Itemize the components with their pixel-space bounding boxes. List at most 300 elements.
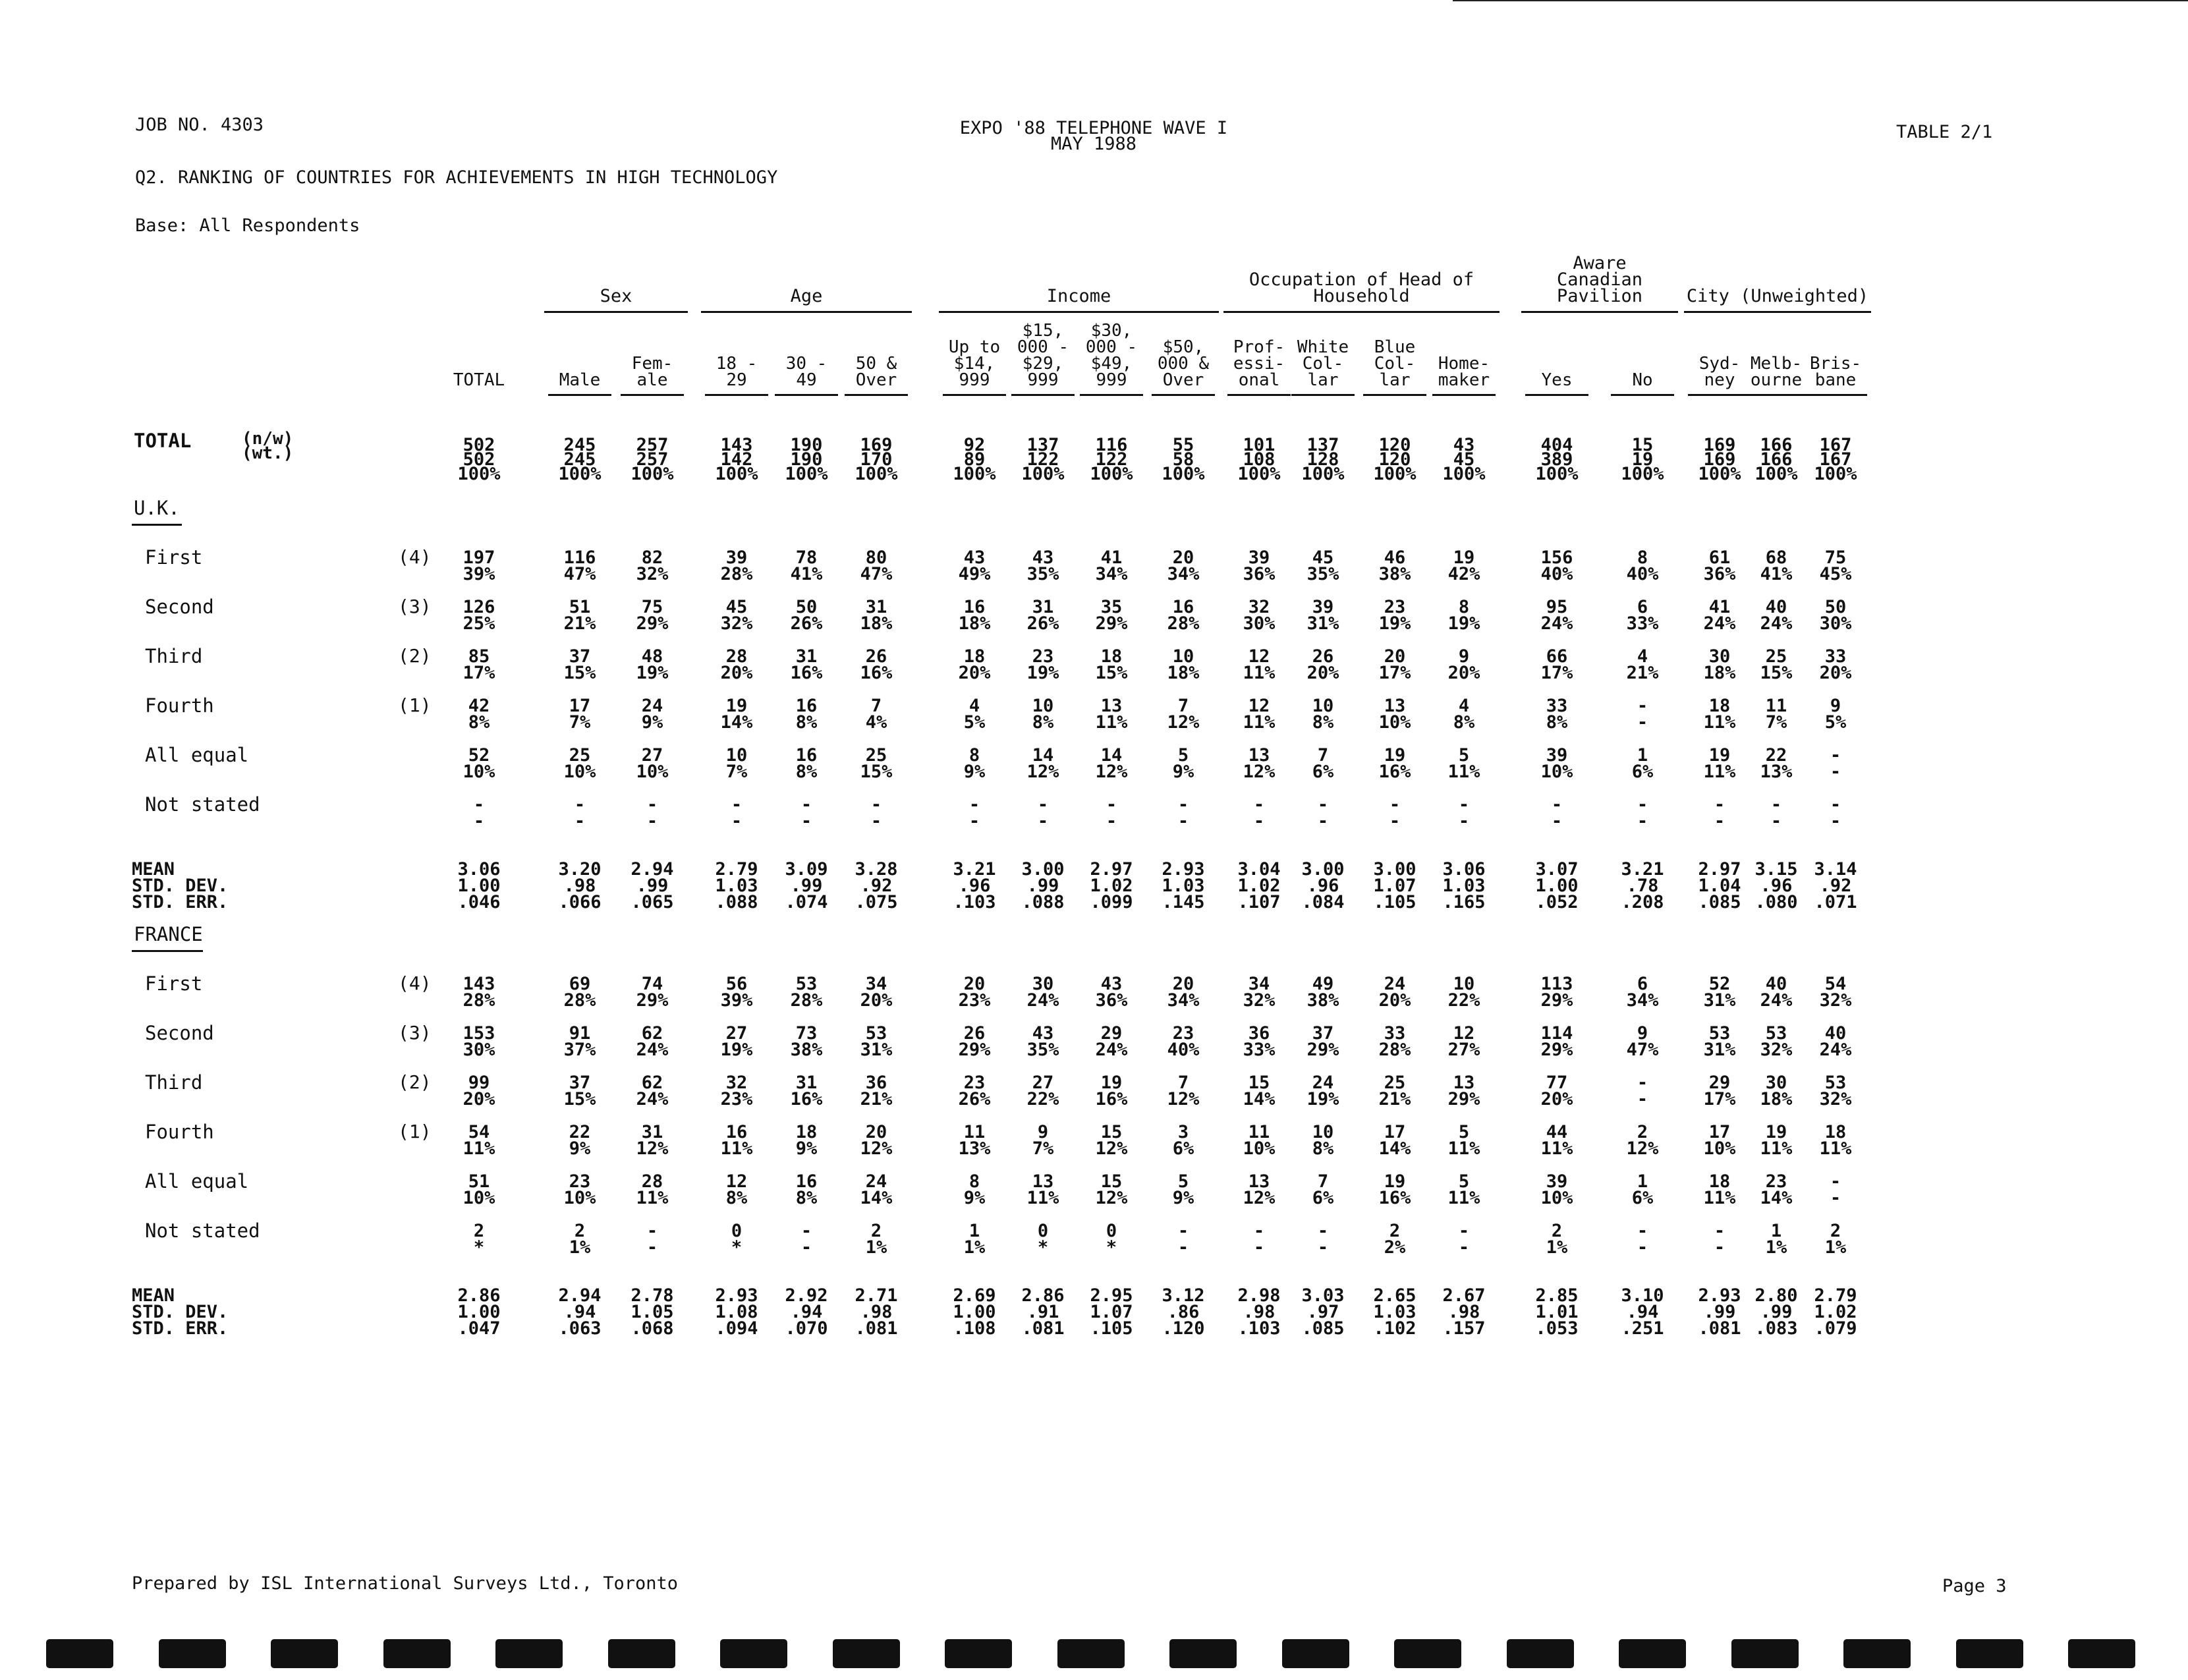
table-cell: 80 47% — [860, 547, 893, 584]
table-cell: 12 27% — [1447, 1023, 1480, 1060]
table-cell: 404 389 100% — [1535, 435, 1579, 484]
table-cell: 190 190 100% — [785, 435, 828, 484]
group-header: Age — [790, 286, 823, 306]
table-cell: 95 24% — [1540, 597, 1573, 634]
row-label: Not stated — [145, 1219, 260, 1242]
stat-cell: 3.07 1.00 .052 — [1535, 859, 1579, 912]
top-edge-line — [1453, 0, 2188, 1]
stat-cell: 3.10 .94 .251 — [1621, 1285, 1664, 1339]
table-cell: 22 13% — [1760, 745, 1793, 782]
table-cell: 68 41% — [1760, 547, 1793, 584]
table-cell: 8 9% — [963, 1171, 986, 1208]
table-cell: 9 20% — [1447, 646, 1480, 683]
table-cell: 113 29% — [1540, 974, 1573, 1011]
table-cell: 16 11% — [720, 1122, 753, 1159]
table-cell: 3 6% — [1172, 1122, 1194, 1159]
table-cell: 53 32% — [1819, 1073, 1852, 1109]
table-cell: 197 39% — [463, 547, 495, 584]
table-cell: 28 20% — [720, 646, 753, 683]
stat-cell: 3.12 .86 .120 — [1162, 1285, 1205, 1339]
row-code: (2) — [398, 645, 432, 667]
table-cell: 1 6% — [1631, 745, 1654, 782]
table-cell: 52 31% — [1703, 974, 1736, 1011]
table-cell: 55 58 100% — [1162, 435, 1205, 484]
table-cell: 143 142 100% — [715, 435, 758, 484]
table-cell: 167 167 100% — [1814, 435, 1857, 484]
table-cell: 30 18% — [1703, 646, 1736, 683]
row-code: (3) — [398, 1022, 432, 1044]
table-cell: 17 14% — [1378, 1122, 1411, 1159]
table-cell: 26 16% — [860, 646, 893, 683]
table-cell: 5 11% — [1447, 1171, 1480, 1208]
table-cell: - - — [800, 1221, 812, 1258]
stat-cell: 3.00 .96 .084 — [1301, 859, 1345, 912]
row-label: First — [145, 546, 203, 569]
column-underline — [1804, 394, 1867, 396]
table-cell: 24 14% — [860, 1171, 893, 1208]
page-number: Page 3 — [1942, 1576, 2007, 1596]
table-cell: 17 7% — [569, 696, 591, 733]
table-cell: 40 24% — [1819, 1023, 1852, 1060]
table-cell: 18 11% — [1703, 696, 1736, 733]
table-cell: 46 38% — [1378, 547, 1411, 584]
table-cell: 31 12% — [636, 1122, 669, 1159]
table-cell: 48 19% — [636, 646, 669, 683]
table-cell: 49 38% — [1306, 974, 1339, 1011]
stat-cell: 2.65 1.03 .102 — [1373, 1285, 1417, 1339]
table-cell: 137 128 100% — [1301, 435, 1345, 484]
row-code: (3) — [398, 596, 432, 617]
stat-labels: MEAN STD. DEV. STD. ERR. — [132, 859, 229, 912]
table-cell: 42 8% — [468, 696, 490, 733]
table-cell: 40 24% — [1760, 597, 1793, 634]
table-cell: 120 120 100% — [1373, 435, 1417, 484]
table-cell: 39 10% — [1540, 1171, 1573, 1208]
group-underline — [1223, 311, 1500, 313]
column-header: Bris- bane — [1809, 354, 1862, 390]
table-cell: 75 29% — [636, 597, 669, 634]
table-cell: 39 31% — [1306, 597, 1339, 634]
stat-cell: 3.21 .96 .103 — [953, 859, 996, 912]
table-cell: - - — [1830, 745, 1841, 782]
section-title: U.K. — [134, 497, 180, 519]
table-cell: 26 20% — [1306, 646, 1339, 683]
stat-cell: 2.94 .99 .065 — [631, 859, 674, 912]
table-cell: 74 29% — [636, 974, 669, 1011]
table-cell: 78 41% — [790, 547, 823, 584]
row-code: (4) — [398, 546, 432, 568]
table-cell: 19 14% — [720, 696, 753, 733]
table-cell: 23 40% — [1167, 1023, 1200, 1060]
column-underline — [845, 394, 908, 396]
row-label: TOTAL — [134, 430, 192, 452]
table-cell: 51 21% — [563, 597, 596, 634]
column-header: $15, 000 - $29, 999 — [1017, 321, 1069, 390]
table-cell: 13 12% — [1243, 1171, 1276, 1208]
column-underline — [1432, 394, 1496, 396]
table-cell: 12 8% — [725, 1171, 748, 1208]
column-header: Up to $14, 999 — [948, 337, 1001, 390]
table-cell: 53 31% — [1703, 1023, 1736, 1060]
table-cell: 153 30% — [463, 1023, 495, 1060]
column-header: Prof- essi- onal — [1233, 337, 1285, 390]
table-cell: 15 14% — [1243, 1073, 1276, 1109]
table-cell: 92 89 100% — [953, 435, 996, 484]
stat-cell: 3.00 .99 .088 — [1021, 859, 1065, 912]
table-cell: 62 24% — [636, 1023, 669, 1060]
table-cell: - - — [800, 795, 812, 831]
table-cell: - - — [1714, 795, 1725, 831]
stat-cell: 2.93 .99 .081 — [1698, 1285, 1741, 1339]
table-cell: 43 35% — [1026, 547, 1059, 584]
table-cell: 39 10% — [1540, 745, 1573, 782]
table-cell: 45 35% — [1306, 547, 1339, 584]
column-header: 18 - 29 — [715, 354, 758, 390]
table-cell: - - — [1458, 795, 1470, 831]
table-cell: 14 12% — [1026, 745, 1059, 782]
stat-cell: 2.71 .98 .081 — [855, 1285, 898, 1339]
stat-cell: 2.78 1.05 .068 — [631, 1285, 674, 1339]
table-cell: 43 49% — [958, 547, 991, 584]
base-note: Base: All Respondents — [135, 215, 360, 236]
column-header: 30 - 49 — [785, 354, 828, 390]
question-title: Q2. RANKING OF COUNTRIES FOR ACHIEVEMENTS IN HIGH TECHNOLOGY — [135, 167, 778, 188]
table-cell: 30 24% — [1026, 974, 1059, 1011]
table-cell: - - — [1253, 1221, 1265, 1258]
table-cell: 257 257 100% — [631, 435, 674, 484]
table-cell: 11 13% — [958, 1122, 991, 1159]
report-title: EXPO '88 TELEPHONE WAVE I — [959, 118, 1228, 138]
group-header: Occupation of Head of Household — [1248, 269, 1474, 306]
table-cell: 6 34% — [1626, 974, 1659, 1011]
table-cell: 5 9% — [1172, 1171, 1194, 1208]
table-cell: 5 9% — [1172, 745, 1194, 782]
table-cell: 75 45% — [1819, 547, 1852, 584]
job-number: JOB NO. 4303 — [135, 115, 264, 135]
table-cell: 44 11% — [1540, 1122, 1573, 1159]
stat-cell: 3.06 1.00 .046 — [457, 859, 501, 912]
table-cell: 169 170 100% — [855, 435, 898, 484]
table-cell: 0 * — [731, 1221, 743, 1258]
table-cell: 16 18% — [958, 597, 991, 634]
feed-hole — [495, 1639, 563, 1668]
group-header: Income — [1046, 286, 1111, 306]
group-underline — [939, 311, 1219, 313]
table-number: TABLE 2/1 — [1896, 122, 1993, 142]
table-cell: - - — [1037, 795, 1049, 831]
table-cell: - - — [870, 795, 882, 831]
table-cell: 15 12% — [1095, 1122, 1128, 1159]
table-cell: 18 20% — [958, 646, 991, 683]
column-underline — [705, 394, 768, 396]
table-cell: 33 28% — [1378, 1023, 1411, 1060]
table-cell: 7 12% — [1167, 696, 1200, 733]
table-cell: 5 11% — [1447, 745, 1480, 782]
table-cell: 4 8% — [1453, 696, 1475, 733]
table-cell: 20 12% — [860, 1122, 893, 1159]
table-cell: 27 22% — [1026, 1073, 1059, 1109]
table-cell: 82 32% — [636, 547, 669, 584]
stat-cell: 2.93 1.03 .145 — [1162, 859, 1205, 912]
table-cell: 53 31% — [860, 1023, 893, 1060]
row-label: Second — [145, 596, 214, 618]
stat-cell: 3.00 1.07 .105 — [1373, 859, 1417, 912]
table-cell: 4 21% — [1626, 646, 1659, 683]
column-underline — [1688, 394, 1751, 396]
column-header: Fem- ale — [631, 354, 673, 390]
column-header: $50, 000 & Over — [1157, 337, 1210, 390]
table-cell: 27 10% — [636, 745, 669, 782]
table-cell: 13 11% — [1095, 696, 1128, 733]
table-cell: 91 37% — [563, 1023, 596, 1060]
table-cell: - - — [1770, 795, 1782, 831]
table-cell: 19 42% — [1447, 547, 1480, 584]
table-cell: 0 * — [1037, 1221, 1049, 1258]
table-cell: 31 26% — [1026, 597, 1059, 634]
table-cell: - - — [1458, 1221, 1470, 1258]
table-cell: 31 18% — [860, 597, 893, 634]
table-cell: 77 20% — [1540, 1073, 1573, 1109]
table-cell: - - — [1317, 795, 1329, 831]
table-cell: 137 122 100% — [1021, 435, 1065, 484]
table-cell: 61 36% — [1703, 547, 1736, 584]
table-cell: - - — [1389, 795, 1401, 831]
table-cell: 5 11% — [1447, 1122, 1480, 1159]
feed-hole — [945, 1639, 1012, 1668]
feed-hole — [720, 1639, 787, 1668]
column-underline — [775, 394, 838, 396]
section-title: FRANCE — [134, 923, 203, 945]
table-cell: 52 10% — [463, 745, 495, 782]
table-cell: 1 1% — [1765, 1221, 1787, 1258]
table-cell: 4 5% — [963, 696, 986, 733]
table-cell: - - — [574, 795, 586, 831]
table-cell: 8 9% — [963, 745, 986, 782]
table-cell: 20 34% — [1167, 547, 1200, 584]
stat-cell: 3.21 .78 .208 — [1621, 859, 1664, 912]
prepared-by: Prepared by ISL International Surveys Ltd., Toronto — [132, 1573, 679, 1594]
table-cell: 9 47% — [1626, 1023, 1659, 1060]
row-label: Third — [145, 645, 203, 667]
table-cell: 19 16% — [1378, 745, 1411, 782]
stat-cell: 2.69 1.00 .108 — [953, 1285, 996, 1339]
table-cell: 0 * — [1106, 1221, 1117, 1258]
table-cell: 16 8% — [795, 696, 818, 733]
feed-hole — [1956, 1639, 2023, 1668]
table-cell: 24 20% — [1378, 974, 1411, 1011]
feed-hole — [833, 1639, 900, 1668]
stat-cell: 2.85 1.01 .053 — [1535, 1285, 1579, 1339]
table-cell: 51 10% — [463, 1171, 495, 1208]
feed-hole — [1731, 1639, 1799, 1668]
table-cell: 20 34% — [1167, 974, 1200, 1011]
table-cell: 31 16% — [790, 1073, 823, 1109]
table-cell: 30 18% — [1760, 1073, 1793, 1109]
column-underline — [1152, 394, 1215, 396]
stat-cell: 3.03 .97 .085 — [1301, 1285, 1345, 1339]
table-cell: 6 33% — [1626, 597, 1659, 634]
table-cell: 18 11% — [1819, 1122, 1852, 1159]
stat-cell: 2.94 .94 .063 — [558, 1285, 602, 1339]
feed-hole — [383, 1639, 451, 1668]
table-cell: 10 8% — [1032, 696, 1054, 733]
table-cell: 8 19% — [1447, 597, 1480, 634]
row-label: Second — [145, 1022, 214, 1044]
group-header: City (Unweighted) — [1686, 286, 1869, 306]
table-cell: 23 19% — [1378, 597, 1411, 634]
table-cell: 11 10% — [1243, 1122, 1276, 1159]
stat-cell: 2.67 .98 .157 — [1442, 1285, 1486, 1339]
table-cell: 502 502 100% — [457, 435, 501, 484]
stat-cell: 3.20 .98 .066 — [558, 859, 602, 912]
table-cell: 36 33% — [1243, 1023, 1276, 1060]
table-cell: 116 47% — [563, 547, 596, 584]
feed-hole — [2068, 1639, 2135, 1668]
table-cell: 41 34% — [1095, 547, 1128, 584]
row-label: Fourth — [145, 1121, 214, 1143]
column-header: Melb- ourne — [1750, 354, 1803, 390]
table-cell: 11 7% — [1765, 696, 1787, 733]
feed-hole — [46, 1639, 113, 1668]
stat-cell: 3.04 1.02 .107 — [1237, 859, 1281, 912]
column-underline — [1080, 394, 1143, 396]
table-cell: - - — [1637, 795, 1648, 831]
table-cell: 1 1% — [963, 1221, 986, 1258]
table-cell: 39 28% — [720, 547, 753, 584]
table-cell: 16 8% — [795, 1171, 818, 1208]
stat-cell: 2.93 1.08 .094 — [715, 1285, 758, 1339]
column-header: 50 & Over — [855, 354, 897, 390]
feed-hole — [159, 1639, 226, 1668]
table-cell: 24 19% — [1306, 1073, 1339, 1109]
table-cell: 37 15% — [563, 1073, 596, 1109]
table-cell: 19 16% — [1378, 1171, 1411, 1208]
column-underline — [1227, 394, 1291, 396]
table-cell: 22 9% — [569, 1122, 591, 1159]
table-cell: 37 15% — [563, 646, 596, 683]
table-cell: 14 12% — [1095, 745, 1128, 782]
table-cell: 17 10% — [1703, 1122, 1736, 1159]
stat-labels: MEAN STD. DEV. STD. ERR. — [132, 1285, 229, 1339]
stat-cell: 3.06 1.03 .165 — [1442, 859, 1486, 912]
table-cell: 143 28% — [463, 974, 495, 1011]
table-cell: 26 29% — [958, 1023, 991, 1060]
stat-cell: 2.97 1.02 .099 — [1090, 859, 1133, 912]
table-cell: 1 6% — [1631, 1171, 1654, 1208]
table-cell: - - — [1830, 795, 1841, 831]
table-cell: 39 36% — [1243, 547, 1276, 584]
table-cell: 245 245 100% — [558, 435, 602, 484]
table-cell: 10 7% — [725, 745, 748, 782]
table-cell: 33 20% — [1819, 646, 1852, 683]
table-cell: 13 12% — [1243, 745, 1276, 782]
table-cell: 18 11% — [1703, 1171, 1736, 1208]
table-cell: 34 32% — [1243, 974, 1276, 1011]
stat-cell: 2.97 1.04 .085 — [1698, 859, 1741, 912]
table-cell: 166 166 100% — [1754, 435, 1798, 484]
table-cell: 40 24% — [1760, 974, 1793, 1011]
table-cell: 13 11% — [1026, 1171, 1059, 1208]
table-cell: 10 8% — [1312, 1122, 1334, 1159]
table-cell: 23 10% — [563, 1171, 596, 1208]
table-cell: 41 24% — [1703, 597, 1736, 634]
table-cell: 23 26% — [958, 1073, 991, 1109]
row-label: First — [145, 972, 203, 995]
table-cell: 54 32% — [1819, 974, 1852, 1011]
table-cell: - - — [1106, 795, 1117, 831]
table-cell: 13 10% — [1378, 696, 1411, 733]
column-underline — [548, 394, 611, 396]
table-cell: - - — [473, 795, 485, 831]
table-cell: - - — [646, 1221, 658, 1258]
column-header: White Col- lar — [1297, 337, 1349, 390]
group-underline — [544, 311, 688, 313]
stat-cell: 3.15 .96 .080 — [1754, 859, 1798, 912]
stat-cell: 3.09 .99 .074 — [785, 859, 828, 912]
table-cell: 32 23% — [720, 1073, 753, 1109]
stat-cell: 2.79 1.02 .079 — [1814, 1285, 1857, 1339]
group-underline — [701, 311, 912, 313]
table-cell: 69 28% — [563, 974, 596, 1011]
table-cell: 25 15% — [860, 745, 893, 782]
stat-cell: 2.80 .99 .083 — [1754, 1285, 1798, 1339]
table-cell: 2 1% — [865, 1221, 887, 1258]
table-cell: - - — [968, 795, 980, 831]
table-cell: 31 16% — [790, 646, 823, 683]
table-cell: 53 32% — [1760, 1023, 1793, 1060]
table-cell: 101 108 100% — [1237, 435, 1281, 484]
table-cell: 32 30% — [1243, 597, 1276, 634]
table-cell: 18 15% — [1095, 646, 1128, 683]
column-header: No — [1632, 370, 1653, 390]
table-cell: 8 40% — [1626, 547, 1659, 584]
table-cell: 25 21% — [1378, 1073, 1411, 1109]
table-cell: 116 122 100% — [1090, 435, 1133, 484]
row-code: (2) — [398, 1071, 432, 1093]
stat-cell: 2.86 .91 .081 — [1021, 1285, 1065, 1339]
table-cell: 114 29% — [1540, 1023, 1573, 1060]
table-cell: 27 19% — [720, 1023, 753, 1060]
table-cell: 7 6% — [1312, 745, 1334, 782]
stat-cell: 2.92 .94 .070 — [785, 1285, 828, 1339]
table-cell: 33 8% — [1546, 696, 1568, 733]
section-underline — [132, 950, 203, 952]
feed-hole — [1057, 1639, 1125, 1668]
column-underline — [1363, 394, 1426, 396]
row-label: Not stated — [145, 793, 260, 816]
table-cell: - - — [1714, 1221, 1725, 1258]
table-cell: 2 1% — [1546, 1221, 1568, 1258]
table-cell: 23 19% — [1026, 646, 1059, 683]
table-cell: 99 20% — [463, 1073, 495, 1109]
feed-hole — [1619, 1639, 1686, 1668]
row-label: Fourth — [145, 694, 214, 717]
table-cell: - - — [646, 795, 658, 831]
table-cell: 9 5% — [1824, 696, 1847, 733]
feed-hole — [608, 1639, 675, 1668]
table-cell: 29 17% — [1703, 1073, 1736, 1109]
table-cell: 29 24% — [1095, 1023, 1128, 1060]
stat-cell: 2.98 .98 .103 — [1237, 1285, 1281, 1339]
table-cell: 43 45 100% — [1442, 435, 1486, 484]
table-cell: - - — [1177, 1221, 1189, 1258]
table-cell: 13 29% — [1447, 1073, 1480, 1109]
table-cell: 126 25% — [463, 597, 495, 634]
table-cell: 85 17% — [463, 646, 495, 683]
table-cell: 15 12% — [1095, 1171, 1128, 1208]
column-underline — [1011, 394, 1075, 396]
row-code: (1) — [398, 1121, 432, 1142]
